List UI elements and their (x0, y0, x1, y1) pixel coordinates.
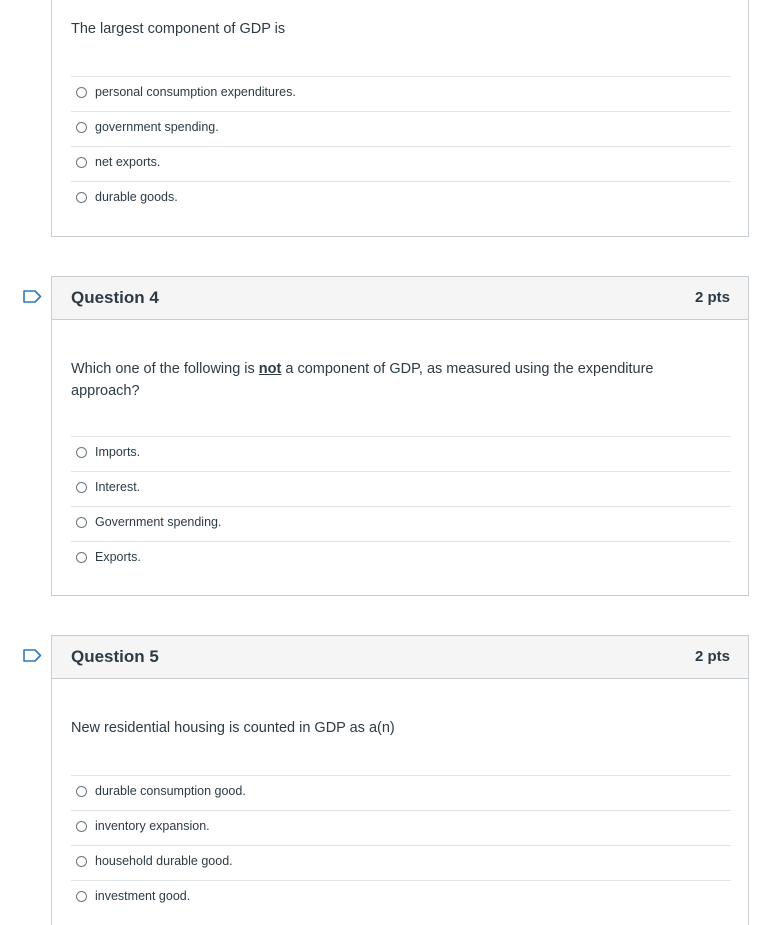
question-text-part: a component of GDP, as measured using the expenditure approach? (71, 361, 654, 399)
answer-option[interactable] (71, 775, 731, 810)
answer-option[interactable] (71, 181, 731, 216)
question-title: Question 5 (71, 647, 159, 666)
radio-button-icon[interactable] (76, 192, 87, 203)
radio-button-icon[interactable] (76, 891, 87, 902)
radio-button-icon[interactable] (76, 157, 87, 168)
radio-button-icon[interactable] (76, 856, 87, 867)
answer-label[interactable]: net exports. (95, 155, 161, 169)
question-points: 2 pts (694, 648, 730, 665)
answer-option[interactable] (71, 845, 731, 880)
flag-question-5-icon[interactable] (23, 649, 42, 662)
radio-button-icon[interactable] (76, 821, 87, 832)
answer-option[interactable] (71, 146, 731, 181)
question-text-emphasis: not (258, 361, 282, 377)
answer-option[interactable] (71, 810, 731, 845)
answer-label[interactable]: Exports. (95, 550, 141, 564)
question-card-3 (51, 0, 749, 237)
answer-option[interactable] (71, 880, 731, 915)
question-text (71, 358, 691, 402)
question-points: 2 pts (694, 289, 730, 306)
answer-option[interactable] (71, 471, 731, 506)
answer-option[interactable] (71, 506, 731, 541)
answer-label[interactable]: government spending. (95, 120, 219, 134)
answer-label[interactable]: personal consumption expenditures. (95, 85, 296, 99)
radio-button-icon[interactable] (76, 87, 87, 98)
answer-label[interactable]: Imports. (95, 445, 141, 459)
question-header (52, 636, 748, 679)
question-text: The largest component of GDP is (71, 21, 286, 37)
radio-button-icon[interactable] (76, 552, 87, 563)
answer-label[interactable]: Interest. (95, 480, 141, 494)
radio-button-icon[interactable] (76, 447, 87, 458)
question-text-part: Which one of the following is (71, 361, 259, 377)
answer-option[interactable] (71, 76, 731, 111)
answer-label[interactable]: durable goods. (95, 190, 178, 204)
answer-list (71, 775, 731, 915)
radio-button-icon[interactable] (76, 122, 87, 133)
answer-label[interactable]: durable consumption good. (95, 784, 246, 798)
answer-label[interactable]: inventory expansion. (95, 819, 210, 833)
radio-button-icon[interactable] (76, 482, 87, 493)
answer-list (71, 76, 731, 216)
flag-question-4-icon[interactable] (23, 290, 42, 303)
answer-option[interactable] (71, 436, 731, 471)
question-card-5 (51, 635, 749, 925)
answer-option[interactable] (71, 111, 731, 146)
answer-option[interactable] (71, 541, 731, 576)
question-header (52, 277, 748, 320)
answer-label[interactable]: investment good. (95, 889, 191, 903)
question-card-4 (51, 276, 749, 596)
answer-label[interactable]: Government spending. (95, 515, 222, 529)
question-text: New residential housing is counted in GDP as a(n) (71, 720, 395, 736)
question-title: Question 4 (71, 288, 159, 307)
answer-label[interactable]: household durable good. (95, 854, 233, 868)
radio-button-icon[interactable] (76, 517, 87, 528)
radio-button-icon[interactable] (76, 786, 87, 797)
answer-list (71, 436, 731, 576)
